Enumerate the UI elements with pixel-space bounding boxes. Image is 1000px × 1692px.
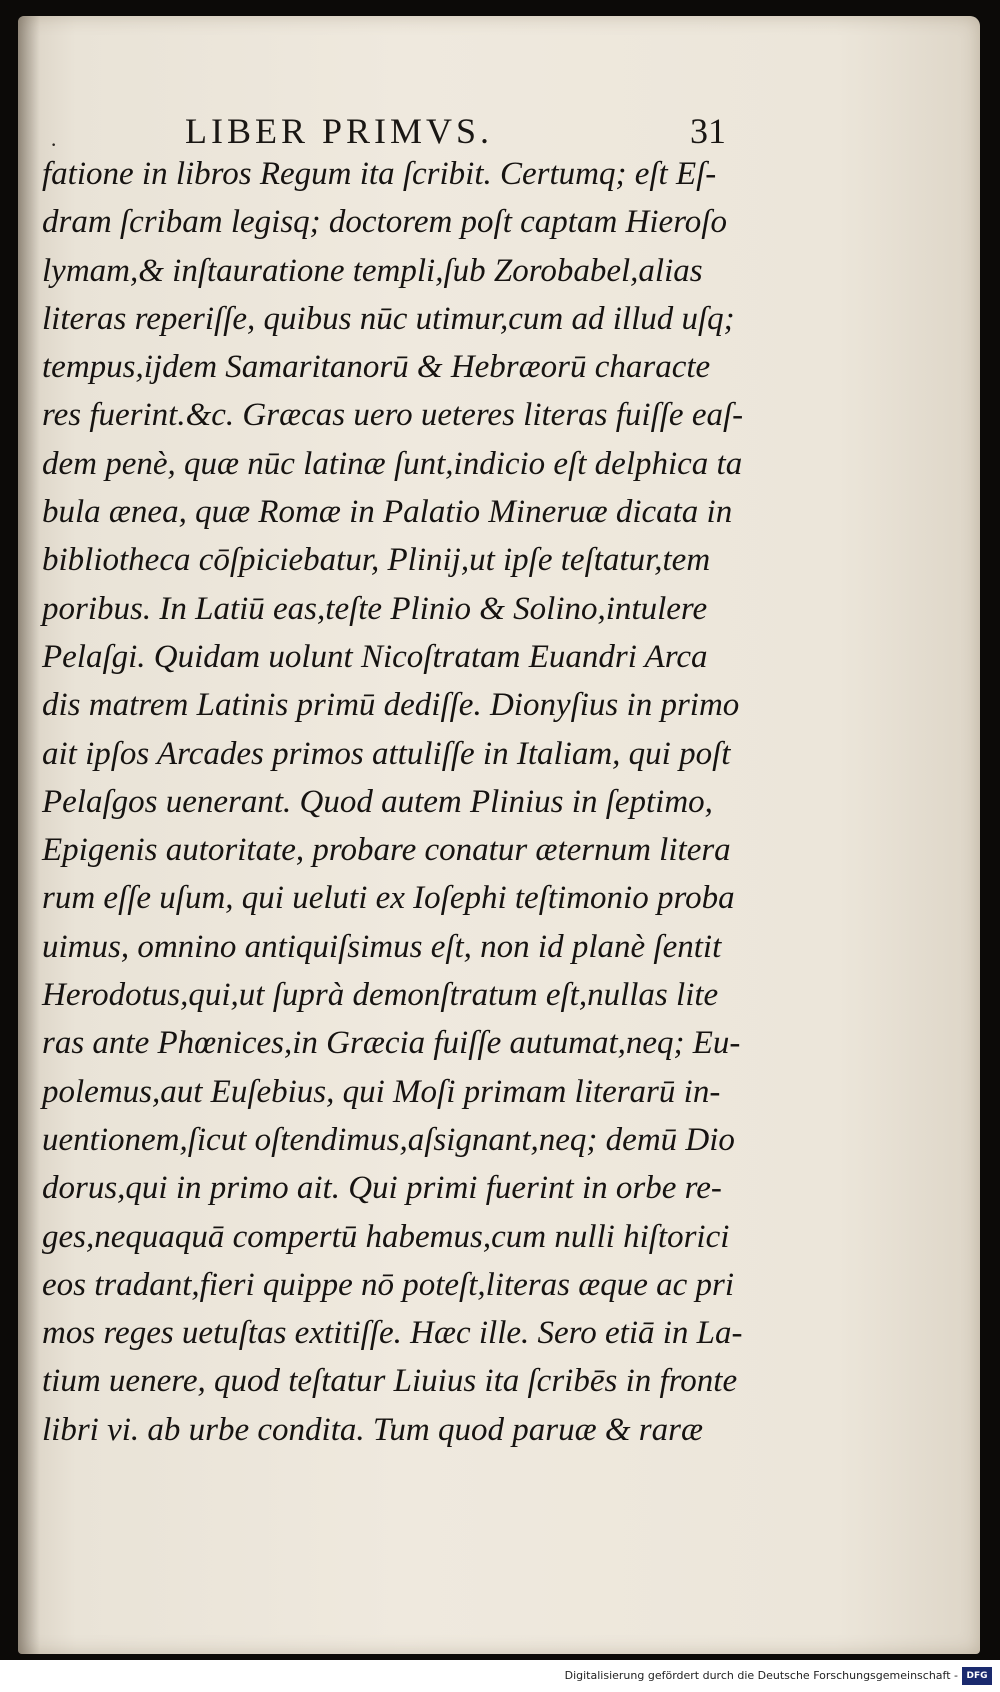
text-line: dis matrem Latinis primū dediſſe. Dionyſius in primo	[42, 687, 740, 724]
text-line: dorus,qui in primo ait. Qui primi fuerint in orbe re-	[42, 1170, 722, 1207]
text-line: Herodotus,qui,ut ſuprà demonſtratum eſt,nullas lite	[42, 977, 719, 1014]
text-line: tium uenere, quod teſtatur Liuius ita ſcribēs in fronte	[42, 1363, 738, 1400]
running-title: LIBER PRIMVS.	[185, 111, 494, 151]
dfg-logo-icon: DFG	[962, 1667, 992, 1685]
text-line: bula ænea, quæ Romæ in Palatio Mineruæ dicata in	[42, 494, 733, 531]
text-line: Epigenis autoritate, probare conatur æternum litera	[42, 832, 731, 869]
text-line: Pelaſgi. Quidam uolunt Nicoſtratam Euandri Arca	[42, 638, 708, 675]
text-line: uimus, omnino antiquiſsimus eſt, non id planè ſentit	[42, 928, 722, 965]
text-line: lymam,& inſtauratione templi,ſub Zorobabel,alias	[42, 252, 703, 289]
text-line: polemus,aut Euſebius, qui Moſi primam literarū in-	[42, 1073, 721, 1110]
text-line: bibliotheca cōſpiciebatur, Plinij,ut ipſe teſtatur,tem	[42, 542, 711, 579]
text-line: tempus,ijdem Samaritanorū & Hebræorū characte	[42, 349, 711, 386]
text-line: literas reperiſſe, quibus nūc utimur,cum ad illud uſq;	[42, 300, 735, 337]
text-line: ras ante Phœnices,in Græcia fuiſſe autumat,neq; Eu-	[42, 1025, 741, 1062]
page-header	[50, 110, 740, 157]
margin-dot-mark: ·	[50, 132, 58, 157]
text-line: res fuerint.&c. Græcas uero ueteres literas fuiſſe eaſ-	[42, 397, 744, 434]
text-line: uentionem,ſicut oſtendimus,aſsignant,neq; demū Dio	[42, 1121, 735, 1158]
funding-credit: Digitalisierung gefördert durch die Deutsche Forschungsgemeinschaft -	[564, 1669, 958, 1682]
digitization-footer	[0, 1660, 1000, 1692]
text-line: fatione in libros Regum ita ſcribit. Certumq; eſt Eſ-	[42, 156, 717, 192]
text-line: ges,nequaquā compertū habemus,cum nulli hiſtorici	[42, 1218, 730, 1255]
text-line: eos tradant,fieri quippe nō poteſt,literas æque ac pri	[42, 1266, 735, 1303]
body-text	[42, 150, 762, 1454]
text-line: dem penè, quæ nūc latinæ ſunt,indicio eſt delphica ta	[42, 445, 743, 482]
text-line: libri vi. ab urbe condita. Tum quod paruæ & raræ	[42, 1411, 703, 1448]
text-line: ait ipſos Arcades primos attuliſſe in Italiam, qui poſt	[42, 735, 731, 772]
text-line: Pelaſgos uenerant. Quod autem Plinius in ſeptimo,	[42, 783, 713, 820]
text-line: dram ſcribam legisq; doctorem poſt captam Hieroſo	[42, 204, 727, 241]
text-line: poribus. In Latiū eas,teſte Plinio & Solino,intulere	[42, 590, 708, 627]
page-number: 31	[690, 111, 726, 151]
text-line: rum eſſe uſum, qui ueluti ex Ioſephi teſtimonio proba	[42, 880, 735, 917]
page-gutter-shadow	[18, 16, 40, 1654]
text-line: mos reges uetuſtas extitiſſe. Hæc ille. Sero etiā in La-	[42, 1315, 743, 1352]
